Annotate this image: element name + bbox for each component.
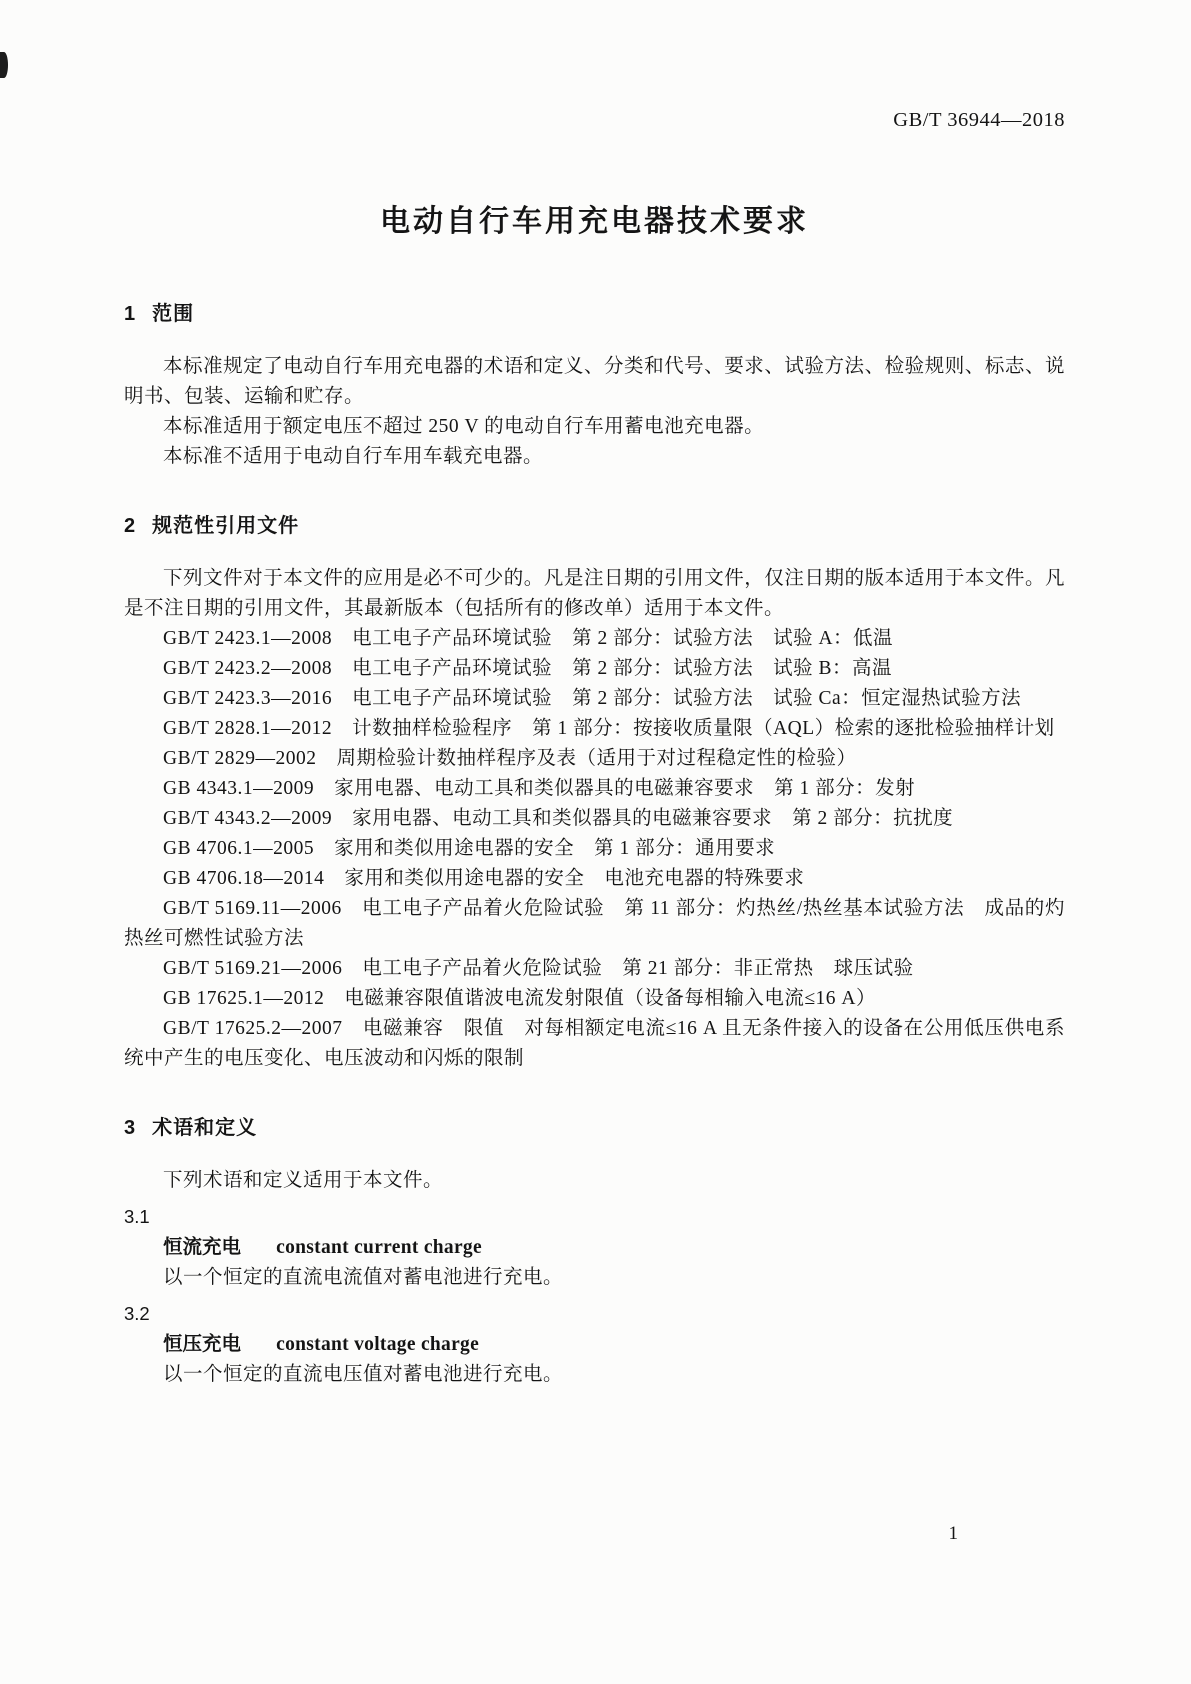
paragraph: 下列文件对于本文件的应用是必不可少的。凡是注日期的引用文件，仅注日期的版本适用于本文件。凡是不注日期的引用文件，其最新版本（包括所有的修改单）适用于本文件。 — [124, 568, 1065, 619]
section-number: 2 — [124, 515, 137, 537]
term-name-en: constant current charge — [276, 1237, 482, 1258]
paragraph: 本标准规定了电动自行车用充电器的术语和定义、分类和代号、要求、试验方法、检验规则、标志、说明书、包装、运输和贮存。 — [124, 356, 1065, 407]
term-name-zh: 恒流充电 — [163, 1236, 242, 1258]
section-2-heading — [124, 512, 1065, 540]
term-name — [124, 1329, 1065, 1360]
term-number: 3.2 — [124, 1303, 150, 1324]
reference-item: GB/T 17625.2—2007 电磁兼容 限值 对每相额定电流≤16 A 且无条件接入的设备在公用低压供电系统中产生的电压变化、电压波动和闪烁的限制 — [124, 1018, 1065, 1069]
reference-item: GB/T 4343.2—2009 家用电器、电动工具和类似器具的电磁兼容要求 第 2 部分：抗扰度 — [163, 808, 954, 829]
document-title: 电动自行车用充电器技术要求 — [380, 205, 809, 238]
reference-item: GB 4706.18—2014 家用和类似用途电器的安全 电池充电器的特殊要求 — [163, 868, 805, 889]
term-entry — [124, 1202, 1065, 1293]
section-title: 规范性引用文件 — [152, 515, 300, 537]
section-3-heading — [124, 1114, 1065, 1142]
section-terms-definitions — [124, 1114, 1065, 1390]
paragraph: 下列术语和定义适用于本文件。 — [163, 1170, 444, 1191]
section-number: 3 — [124, 1117, 137, 1139]
scan-artifact — [0, 52, 8, 78]
reference-item: GB/T 2829—2002 周期检验计数抽样程序及表（适用于对过程稳定性的检验） — [163, 748, 857, 769]
term-entry — [124, 1299, 1065, 1390]
term-number: 3.1 — [124, 1206, 150, 1227]
reference-item: GB 4343.1—2009 家用电器、电动工具和类似器具的电磁兼容要求 第 1 部分：发射 — [163, 778, 916, 799]
section-scope — [124, 300, 1065, 472]
reference-item: GB/T 2423.3—2016 电工电子产品环境试验 第 2 部分：试验方法 试验 Ca：恒定湿热试验方法 — [163, 688, 1022, 709]
reference-item: GB/T 2423.1—2008 电工电子产品环境试验 第 2 部分：试验方法 试验 A：低温 — [163, 628, 894, 649]
reference-item: GB/T 5169.21—2006 电工电子产品着火危险试验 第 21 部分：非正常热 球压试验 — [163, 958, 914, 979]
reference-item: GB/T 2423.2—2008 电工电子产品环境试验 第 2 部分：试验方法 试验 B：高温 — [163, 658, 892, 679]
page-number: 1 — [948, 1523, 958, 1544]
section-1-heading — [124, 300, 1065, 328]
paragraph: 本标准适用于额定电压不超过 250 V 的电动自行车用蓄电池充电器。 — [163, 416, 765, 437]
section-title: 范围 — [152, 303, 195, 325]
standard-number: GB/T 36944—2018 — [893, 109, 1065, 131]
reference-item: GB/T 2828.1—2012 计数抽样检验程序 第 1 部分：按接收质量限（AQL）检索的逐批检验抽样计划 — [163, 718, 1055, 739]
section-title: 术语和定义 — [152, 1117, 258, 1139]
term-name-zh: 恒压充电 — [163, 1333, 242, 1355]
paragraph: 本标准不适用于电动自行车用车载充电器。 — [163, 446, 544, 467]
section-normative-references — [124, 512, 1065, 1074]
reference-item: GB 4706.1—2005 家用和类似用途电器的安全 第 1 部分：通用要求 — [163, 838, 776, 859]
term-name-en: constant voltage charge — [276, 1334, 480, 1355]
term-definition: 以一个恒定的直流电流值对蓄电池进行充电。 — [163, 1267, 564, 1288]
reference-item: GB 17625.1—2012 电磁兼容限值谐波电流发射限值（设备每相输入电流≤16 A） — [163, 988, 876, 1009]
term-definition: 以一个恒定的直流电压值对蓄电池进行充电。 — [163, 1364, 564, 1385]
section-number: 1 — [124, 303, 137, 325]
page-footer — [949, 1522, 959, 1546]
document-header — [124, 108, 1065, 132]
reference-item: GB/T 5169.11—2006 电工电子产品着火危险试验 第 11 部分：灼热丝/热丝基本试验方法 成品的灼热丝可燃性试验方法 — [124, 898, 1065, 949]
term-name — [124, 1232, 1065, 1263]
